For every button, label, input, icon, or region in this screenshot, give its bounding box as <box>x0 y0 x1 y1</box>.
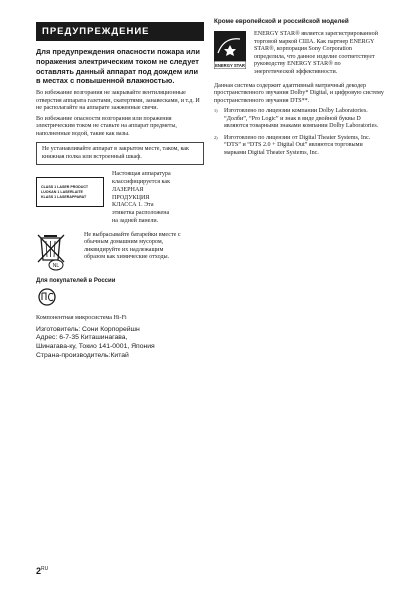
battery-disposal-icon <box>36 232 70 272</box>
warning-heading: ПРЕДУПРЕЖДЕНИЕ <box>36 22 204 41</box>
russia-heading: Для покупателей в России <box>36 277 116 284</box>
installation-warning-box: Не устанавливайте аппарат в закрытом месте, таком, как книжная полка или встроенный шкаф. <box>36 142 204 165</box>
ventilation-paragraph: Во избежание возгорания не закрывайте вентиляционные отверстия аппарата газетами, скатертями, занавесками, и т.д. И не располагайте на аппарате зажженные свечи. <box>36 90 200 112</box>
laser-section <box>36 171 204 226</box>
footnote-1 <box>214 108 386 131</box>
footnote-2-mark: 2) <box>214 134 218 140</box>
system-paragraph: Данная система содержит адаптивный матричный декодер пространственного звучания Dolby* Digital, и цифровую систему пространственного звучания DTS**. <box>214 82 384 104</box>
footnote-1-mark: 1) <box>214 108 218 114</box>
product-type: Компонентная микросистема Hi-Fi <box>36 314 127 321</box>
page-lang: RU <box>41 566 49 572</box>
energy-star-section <box>214 31 386 77</box>
page-number <box>36 566 48 576</box>
right-column <box>214 18 386 161</box>
warning-lead: Для предупреждения опасности пожара или поражения электрическим током не следует оставлять данный аппарат под дождем или в местах с повышенной влажностью. <box>36 47 200 86</box>
left-column <box>36 22 204 360</box>
laser-line-3: KLASS 1 LASERAPPARAT <box>41 194 87 199</box>
footnote-2 <box>214 135 386 158</box>
laser-line-1: CLASS 1 LASER PRODUCT <box>41 184 89 189</box>
footnote-2-text: Изготовлено по лицензии от Digital Theater Systems, Inc. “DTS” и “DTS 2.0 + Digital Out” являются торговыми марками Digital Theater Systems, Inc. <box>224 134 371 156</box>
region-heading: Кроме европейской и российской моделей <box>214 18 349 25</box>
nl-mark: NL <box>52 262 60 269</box>
energy-star-logo-text: ENERGY STAR <box>215 63 245 68</box>
energy-star-text: ENERGY STAR® является зарегистрированной торговой маркой США. Как партнер ENERGY STAR®, корпорация Sony Corporation определила, что данное изделие соответствует руководству ENERGY STAR® по энергетической эффективности. <box>254 31 378 75</box>
laser-class-label <box>36 177 104 207</box>
battery-disposal-text: Не выбрасывайте батарейки вместе с обычным домашним мусором, ликвидируйте их надлежащим образом как химические отходы. <box>84 231 181 261</box>
energy-star-logo <box>214 31 246 69</box>
laser-description: Настоящая аппаратура классифицируется как ЛАЗЕРНАЯ ПРОДУКЦИЯ КЛАССА 1. Эта этикетка расположена на задней панели. <box>112 171 171 224</box>
maker-line-2: Адрес: 6-7-35 Киташинагава, <box>36 334 128 342</box>
page-number-value: 2 <box>36 566 42 576</box>
maker-line-4: Страна-производитель:Китай <box>36 351 129 359</box>
certification-mark-icon <box>36 287 204 312</box>
maker-line-1: Изготовитель: Сони Корпорейшн <box>36 325 140 333</box>
battery-section <box>36 226 204 272</box>
laser-line-2: LUOKAN 1 LASERLAITE <box>41 189 83 194</box>
maker-line-3: Шинагава-ку, Токио 141-0001, Япония <box>36 342 155 350</box>
footnote-1-text: Изготовлено по лицензии компании Dolby Laboratories. “Долби”, “Pro Logic” и знак в виде двойной буквы D являются товарными знаками компании Dolby Laboratories. <box>224 108 379 130</box>
water-paragraph: Во избежание опасности возгорания или поражения электрическим током не ставьте на аппарат предметы, наполненные водой, такие как вазы. <box>36 115 177 137</box>
